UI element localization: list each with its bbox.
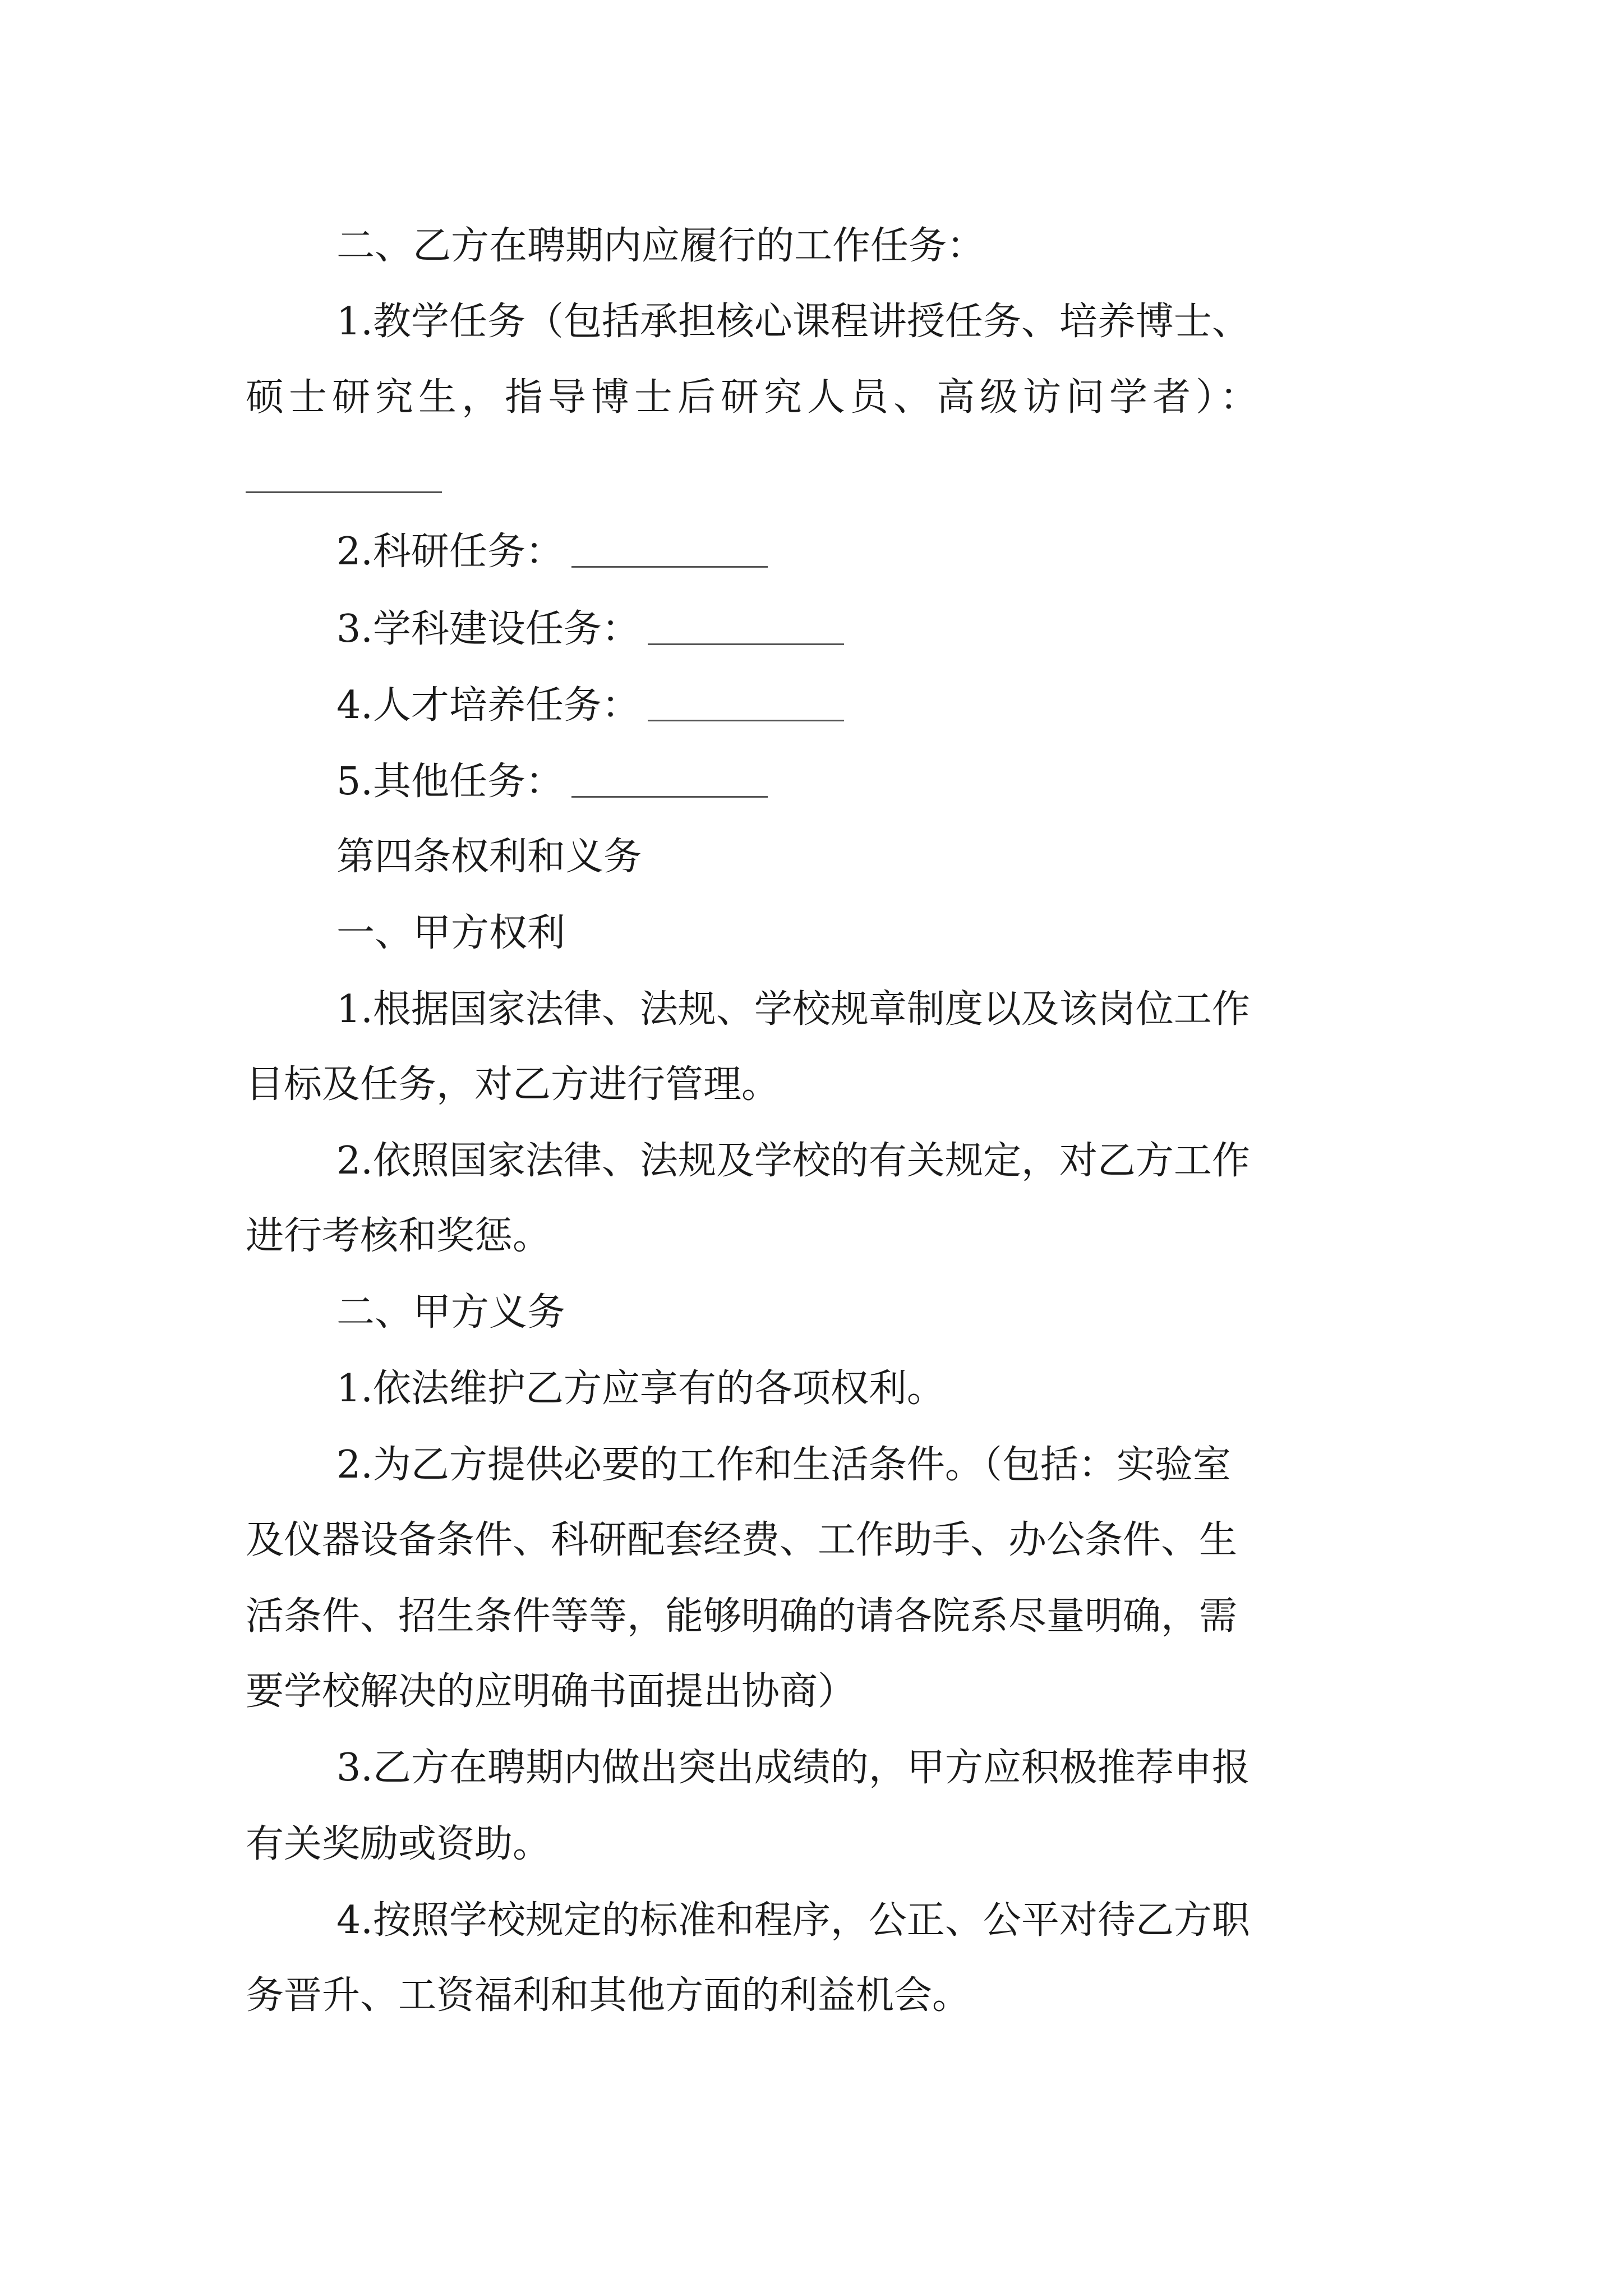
task-label: 5.其他任务： <box>336 760 564 804</box>
paragraph-line: 2.依照国家法律、法规及学校的有关规定，对乙方工作 <box>336 1139 1250 1183</box>
task-label: 3.学科建设任务： <box>336 607 640 651</box>
fill-blank-research[interactable] <box>571 562 768 568</box>
section-heading-duties: 二、乙方在聘期内应履行的工作任务： <box>336 224 985 268</box>
paragraph-line: 3.乙方在聘期内做出突出成绩的，甲方应积极推荐申报 <box>336 1746 1250 1790</box>
task-item-talent <box>336 683 844 728</box>
paragraph-line: 1.依法维护乙方应享有的各项权利。 <box>336 1366 945 1411</box>
paragraph-line: 及仪器设备条件、科研配套经费、工作助手、办公条件、生 <box>246 1518 1238 1562</box>
paragraph-line: 1.根据国家法律、法规、学校规章制度以及该岗位工作 <box>336 987 1250 1032</box>
paragraph-line: 2.为乙方提供必要的工作和生活条件。（包括：实验室 <box>336 1443 1231 1487</box>
paragraph-line: 务晋升、工资福利和其他方面的利益机会。 <box>246 1973 971 2018</box>
paragraph-line: 硕士研究生，指导博士后研究人员、高级访问学者）： <box>246 375 1264 420</box>
fill-blank-teaching[interactable] <box>246 491 442 493</box>
fill-blank-other[interactable] <box>571 792 768 798</box>
task-label: 4.人才培养任务： <box>336 683 640 728</box>
section-heading-rights: 一、甲方权利 <box>336 911 566 955</box>
paragraph-line: 有关奖励或资助。 <box>246 1822 551 1866</box>
fill-blank-talent[interactable] <box>648 715 844 721</box>
task-item-research <box>336 530 768 574</box>
paragraph-line: 进行考核和奖惩。 <box>246 1214 551 1258</box>
paragraph-line: 目标及任务，对乙方进行管理。 <box>246 1062 780 1107</box>
paragraph-line: 4.按照学校规定的标准和程序，公正、公平对待乙方职 <box>336 1898 1250 1943</box>
paragraph-line: 要学校解决的应明确书面提出协商） <box>246 1669 856 1714</box>
task-label: 2.科研任务： <box>336 530 564 574</box>
section-heading-obligations: 二、甲方义务 <box>336 1290 566 1335</box>
article-heading: 第四条权利和义务 <box>336 835 642 879</box>
task-item-discipline <box>336 607 844 651</box>
paragraph-line: 活条件、招生条件等等，能够明确的请各院系尽量明确，需 <box>246 1594 1238 1639</box>
task-item-other <box>336 760 768 804</box>
fill-blank-discipline[interactable] <box>648 639 844 645</box>
paragraph-line: 1.教学任务（包括承担核心课程讲授任务、培养博士、 <box>336 300 1250 344</box>
